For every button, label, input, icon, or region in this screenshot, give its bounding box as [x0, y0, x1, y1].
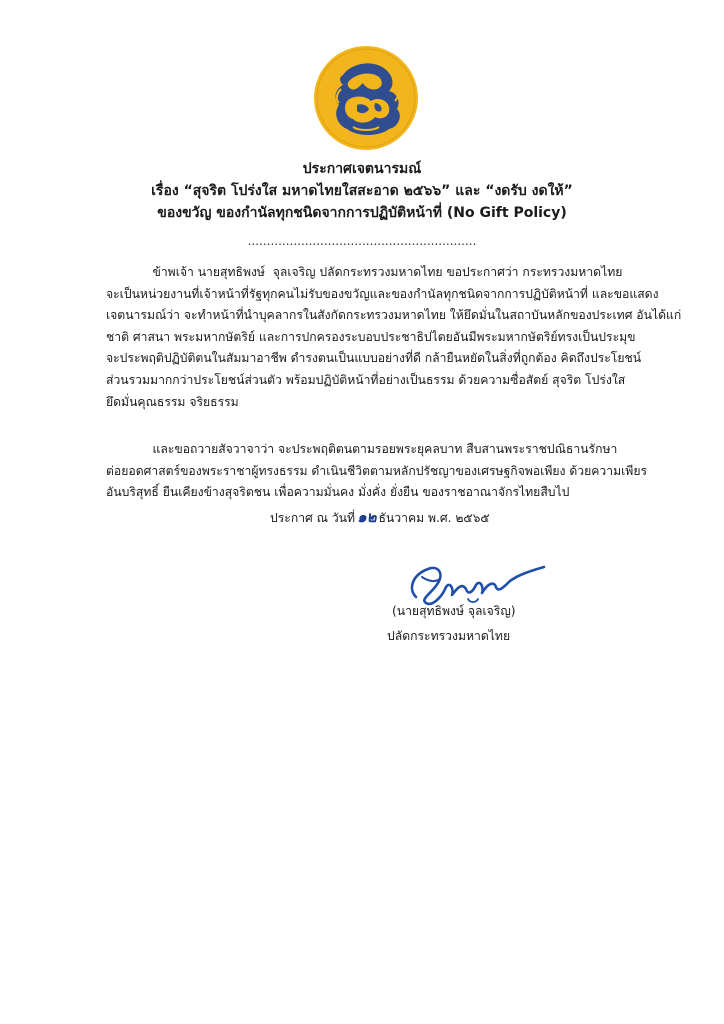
- body-paragraph-1: [106, 262, 682, 413]
- paragraph-line: ยึดมั่นคุณธรรม จริยธรรม: [106, 394, 239, 409]
- paragraph-line: ข้าพเจ้า นายสุทธิพงษ์ จุลเจริญ ปลัดกระทรวงมหาดไทย ขอประกาศว่า กระทรวงมหาดไทย: [106, 265, 623, 279]
- paragraph-line: และขอถวายสัจวาจาว่า จะประพฤติตนตามรอยพระยุคลบาท สืบสานพระราชปณิธานรักษา: [106, 442, 618, 456]
- announcement-title: ประกาศเจตนารมณ์: [302, 161, 422, 177]
- paragraph-line: ส่วนรวมมากกว่าประโยชน์ส่วนตัว พร้อมปฏิบัติหน้าที่อย่างเป็นธรรม ด้วยความซื่อสัตย์ สุจริต โปร่งใส: [106, 372, 626, 387]
- date-suffix: ธันวาคม พ.ศ. ๒๕๖๕: [378, 511, 490, 525]
- paragraph-line: ชาติ ศาสนา พระมหากษัตริย์ และการปกครองระบอบประชาธิปไตยอันมีพระมหากษัตริย์ทรงเป็นประมุข: [106, 329, 636, 344]
- date-prefix: ประกาศ ณ วันที่: [270, 511, 356, 525]
- handwritten-day: ๑๒: [357, 508, 377, 526]
- ministry-seal-logo: [313, 45, 419, 151]
- signatory-position: ปลัดกระทรวงมหาดไทย: [387, 629, 511, 643]
- body-paragraph-2: [106, 439, 648, 504]
- paragraph-line: จะเป็นหน่วยงานที่เจ้าหน้าที่รัฐทุกคนไม่รับของขวัญและของกำนัลทุกชนิดจากการปฏิบัติหน้าที่ และขอแสดง: [106, 286, 659, 301]
- paragraph-line: อันบริสุทธิ์ ยืนเคียงข้างสุจริตชน เพื่อความมั่นคง มั่งคั่ง ยั่งยืน ของราชอาณาจักรไทยสืบไป: [106, 485, 570, 500]
- announcement-subject: เรื่อง “สุจริต โปร่งใส มหาดไทยใสสะอาด ๒๕๖๖” และ “งดรับ งดให้”: [151, 183, 573, 199]
- paragraph-line: ต่อยอดศาสตร์ของพระราชาผู้ทรงธรรม ดำเนินชีวิตตามหลักปรัชญาของเศรษฐกิจพอเพียง ด้วยความเพียร: [106, 463, 648, 478]
- paragraph-line: จะประพฤติปฏิบัติตนในสัมมาอาชีพ ดำรงตนเป็นแบบอย่างที่ดี กล้ายืนหยัดในสิ่งที่ถูกต้อง คิดถึงประโยชน์: [106, 351, 642, 366]
- signatory-name: (นายสุทธิพงษ์ จุลเจริญ): [392, 604, 516, 618]
- announcement-subject-continued: ของขวัญ ของกำนัลทุกชนิดจากการปฏิบัติหน้าที่ (No Gift Policy): [157, 205, 567, 221]
- announcement-date: [270, 506, 490, 529]
- dotted-separator: ............................................................: [247, 234, 477, 248]
- paragraph-line: เจตนารมณ์ว่า จะทำหน้าที่นำบุคลากรในสังกัดกระทรวงมหาดไทย ให้ยึดมั่นในสถาบันหลักของประเทศ อันได้แก่: [106, 308, 682, 323]
